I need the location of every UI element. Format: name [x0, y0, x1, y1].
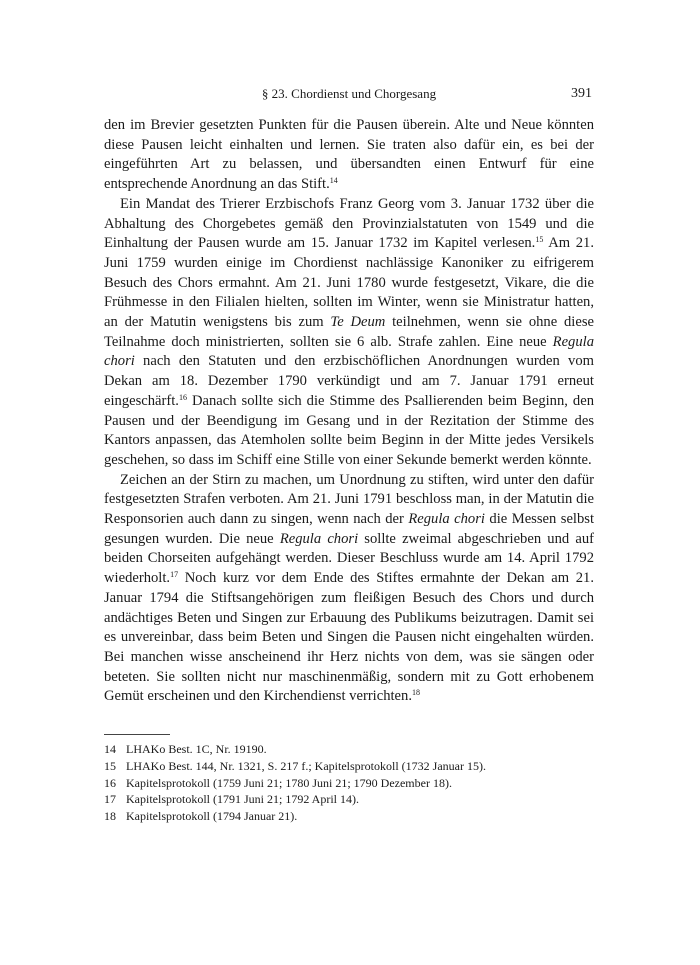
footnote-number: 18: [104, 809, 116, 824]
text-run: Am 21. Juni 1759 wurden einige im Chordienst nachlässige Kanoniker zu eifrigerem Besuch des Chors ermahnt. Am 21. Juni 1780 wurde festgesetzt, Vikare, die die Frühmesse in den Filialen hielten, sollten im Winter, wenn sie Ministratur hatten, an der Matutin wenigstens bis zum: [104, 235, 595, 331]
body-text: [104, 116, 594, 707]
italic-term: Regula chori: [104, 333, 594, 370]
text-run: Danach sollte sich die Stimme des Psallierenden beim Beginn, den Pausen und der Beendigung im Gesang und in der Rezitation der Stimme des Kantors anpassen, das Atemholen sollte beim Beginn in der Mitte jedes Versikels geschehen, so dass im Schiff eine Stille von einer Sekunde bemerkt werden könnte.: [104, 392, 594, 468]
paragraph: [104, 116, 594, 195]
footnote-ref: 17: [170, 570, 179, 580]
footnote-text: Kapitelsprotokoll (1759 Juni 21; 1780 Juni 21; 1790 Dezember 18).: [126, 775, 452, 790]
footnote-number: 15: [104, 758, 116, 773]
paragraph: [104, 195, 594, 471]
footnote-text: Kapitelsprotokoll (1794 Januar 21).: [126, 809, 298, 824]
footnote: [104, 775, 594, 792]
footnote-ref: 14: [329, 176, 338, 186]
footnote-separator: [104, 734, 170, 735]
running-title: § 23. Chordienst und Chorgesang: [261, 86, 437, 101]
text-run: Zeichen an der Stirn zu machen, um Unordnung zu stiften, wird unter den dafür festgesetzten Strafen verboten. Am 21. Juni 1791 beschloss man, in der Matutin die Responsorien auch dann zu singen, wenn nach der: [104, 471, 594, 528]
text-run: Ein Mandat des Trierer Erzbischofs Franz Georg vom 3. Januar 1732 über die Abhaltung des Chorgebetes gemäß den Provinzialstatuten von 1549 und die Einhaltung der Pausen wurde am 15. Januar 1732 im Kapitel verlesen.: [104, 195, 594, 252]
footnote-text: LHAKo Best. 1C, Nr. 19190.: [126, 742, 267, 756]
italic-term: Regula chori: [279, 530, 359, 547]
footnotes: [104, 741, 594, 825]
running-header: [104, 86, 594, 108]
footnote-number: 17: [104, 792, 116, 807]
text-run: den im Brevier gesetzten Punkten für die Pausen überein. Alte und Neue könnten diese Pausen leicht einhalten und lernen. Sie traten also dafür ein, es bei der eingeführten Art zu belassen, und übersandten einen Entwurf für eine entsprechende Anordnung an das Stift.: [104, 117, 594, 193]
footnote-number: 16: [104, 775, 116, 790]
footnote-number: 14: [104, 742, 116, 756]
footnote: [104, 741, 594, 758]
text-run: die Messen selbst gesungen wurden. Die neue: [104, 511, 595, 547]
footnote-ref: 16: [178, 392, 187, 402]
footnote: [104, 791, 594, 808]
paragraph: [104, 471, 594, 707]
text-run: nach den Statuten und den erzbischöflichen Anordnungen wurden vom Dekan am 18. Dezember 1790 verkündigt und am 7. Januar 1791 erneut eingeschärft.: [104, 353, 594, 409]
text-run: teilnehmen, wenn sie ohne diese Teilnahme doch ministrierten, sollten sie 6 alb. Strafe zahlen. Eine neue: [104, 314, 594, 350]
text-run: Noch kurz vor dem Ende des Stiftes ermahnte der Dekan am 21. Januar 1794 die Stiftsangehörigen zum fleißigen Besuch des Chors und durch andächtiges Beten und Singen zur Erbauung des Publikums beizutragen. Damit sei es unvereinbar, dass beim Beten und Singen die Pausen nicht eingehalten würden. Bei manchen wisse anscheinend ihr Herz nichts von dem, was sie sängen oder beteten. Sie sollten nicht nur maschinenmäßig, sondern mit zu Gott erhobenem Gemüt erscheinen und den Kirchendienst verrichten.: [104, 570, 594, 705]
footnote-text: Kapitelsprotokoll (1791 Juni 21; 1792 April 14).: [126, 792, 359, 807]
footnote-ref: 18: [411, 688, 420, 698]
page-number: 391: [571, 86, 592, 101]
footnote: [104, 758, 594, 775]
italic-term: Regula chori: [408, 511, 485, 528]
footnote: [104, 808, 594, 825]
footnote-text: LHAKo Best. 144, Nr. 1321, S. 217 f.; Kapitelsprotokoll (1732 Januar 15).: [126, 758, 486, 773]
footnote-ref: 15: [535, 235, 544, 245]
italic-term: Te Deum: [330, 314, 386, 331]
text-run: sollte zweimal abgeschrieben und auf beiden Chorseiten aufgehängt werden. Dieser Beschluss wurde am 14. April 1792 wiederholt.: [104, 530, 594, 587]
